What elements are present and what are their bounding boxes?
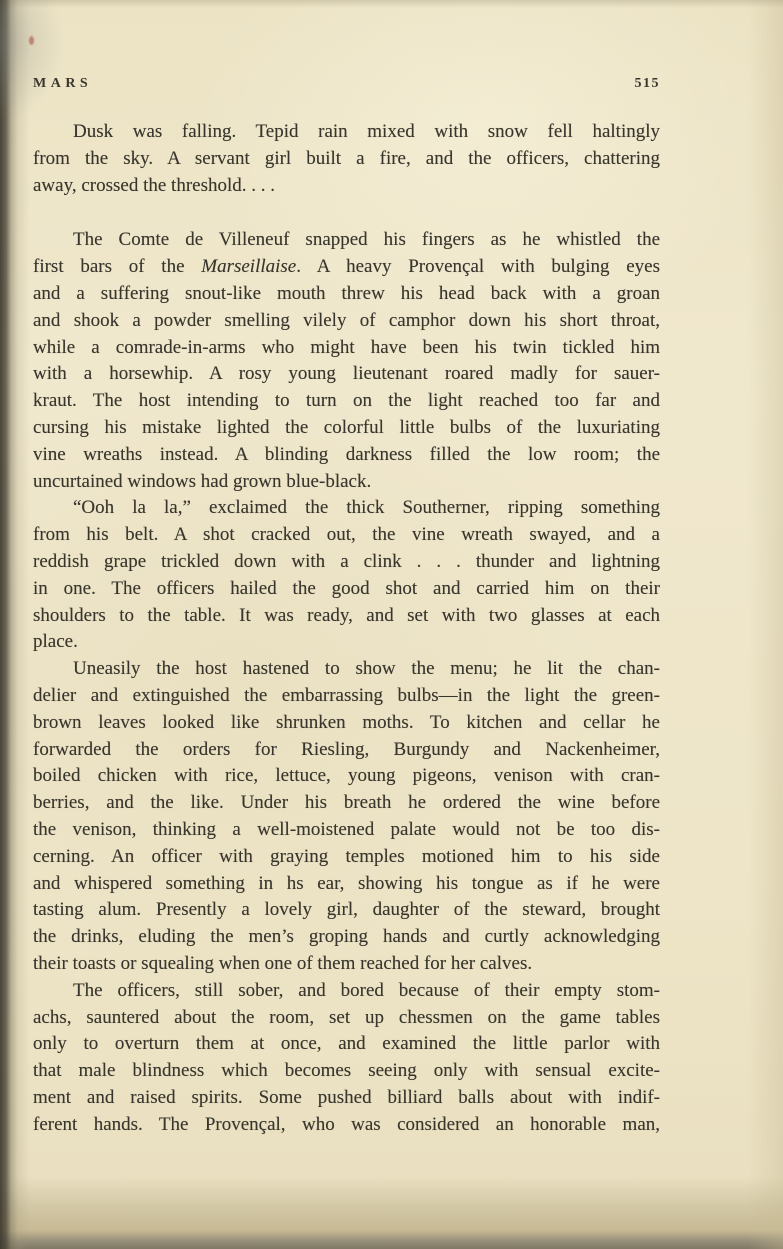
body-text: [33, 119, 660, 1138]
ink-speck: [29, 36, 34, 45]
text-line: forwarded the orders for Riesling, Burgundy and Nackenheimer,: [33, 738, 660, 760]
text-line: The Comte de Villeneuf snapped his fingers as he whistled the: [73, 229, 660, 251]
text-line: and a suffering snout-like mouth threw his head back with a groan: [33, 282, 660, 304]
paragraph: [33, 656, 660, 978]
text-line: their toasts or squealing when one of them reached for her calves.: [33, 952, 533, 974]
running-title: MARS: [33, 76, 93, 91]
paragraph: [33, 119, 660, 199]
text-line: and shook a powder smelling vilely of camphor down his short throat,: [33, 309, 660, 331]
text-line: from his belt. A shot cracked out, the vine wreath swayed, and a: [33, 524, 660, 546]
text-line: while a comrade-in-arms who might have been his twin tickled him: [33, 336, 660, 358]
text-line: and whispered something in hs ear, showing his tongue as if he were: [33, 872, 660, 894]
text-line: “Ooh la la,” exclaimed the thick Southerner, ripping something: [73, 497, 660, 519]
text-line: ferent hands. The Provençal, who was considered an honorable man,: [33, 1113, 660, 1135]
paragraph: [33, 495, 660, 656]
text-line: vine wreaths instead. A blinding darkness filled the low room; the: [33, 443, 660, 465]
page-number: 515: [634, 76, 660, 91]
text-line: with a horsewhip. A rosy young lieutenant roared madly for sauer-: [33, 363, 660, 385]
text-line: uncurtained windows had grown blue-black.: [33, 470, 372, 492]
text-line: cursing his mistake lighted the colorful little bulbs of the luxuriating: [33, 416, 660, 438]
text-line: Dusk was falling. Tepid rain mixed with snow fell haltingly: [73, 121, 660, 142]
text-line: achs, sauntered about the room, set up chessmen on the game tables: [33, 1006, 660, 1028]
text-line: shoulders to the table. It was ready, and set with two glasses at each: [33, 604, 660, 626]
text-line: delier and extinguished the embarrassing bulbs—in the light the green-: [33, 684, 660, 706]
text-line: first bars of the Marseillaise. A heavy Provençal with bulging eyes: [33, 256, 660, 278]
text-line: cerning. An officer with graying temples motioned him to his side: [33, 845, 660, 867]
text-line: tasting alum. Presently a lovely girl, daughter of the steward, brought: [33, 899, 660, 921]
text-line: berries, and the like. Under his breath he ordered the wine before: [33, 792, 660, 814]
text-line: boiled chicken with rice, lettuce, young pigeons, venison with cran-: [33, 765, 660, 787]
text-line: only to overturn them at once, and examined the little parlor with: [33, 1033, 660, 1055]
text-line: Uneasily the host hastened to show the menu; he lit the chan-: [73, 658, 660, 680]
text-line: from the sky. A servant girl built a fire, and the officers, chattering: [33, 147, 660, 169]
text-line: reddish grape trickled down with a clink . . . thunder and lightning: [33, 550, 660, 572]
text-line: place.: [33, 631, 78, 653]
text-line: in one. The officers hailed the good shot and carried him on their: [33, 577, 660, 599]
text-line: that male blindness which becomes seeing only with sensual excite-: [33, 1060, 660, 1082]
paragraph: [33, 978, 660, 1139]
text-line: the drinks, eluding the men’s groping hands and curtly acknowledging: [33, 926, 660, 948]
text-line: brown leaves looked like shrunken moths. To kitchen and cellar he: [33, 711, 660, 733]
running-header: [33, 76, 660, 92]
text-line: ment and raised spirits. Some pushed billiard balls about with indif-: [33, 1086, 660, 1108]
text-line: the venison, thinking a well-moistened palate would not be too dis-: [33, 818, 660, 840]
text-line: kraut. The host intending to turn on the light reached too far and: [33, 390, 660, 412]
text-line: away, crossed the threshold. . . .: [33, 174, 276, 196]
text-line: The officers, still sober, and bored because of their empty stom-: [73, 979, 660, 1001]
paragraph: [33, 227, 660, 495]
